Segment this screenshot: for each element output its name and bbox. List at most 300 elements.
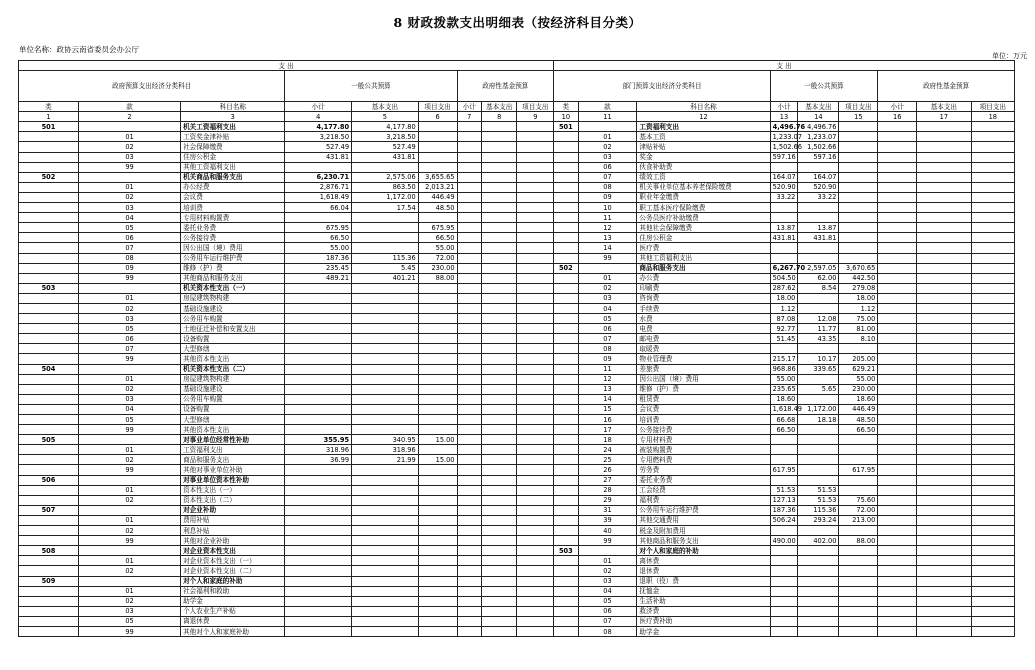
column-number: 11 [578,112,637,122]
cell-fund-subtotal-left [457,415,481,425]
cell-project-left [418,132,457,142]
cell-project-left [418,404,457,414]
cell-subject-name-left: 离退休费 [181,616,285,626]
cell-fund-basic-right [917,122,971,132]
cell-subject-name-left: 工资奖金津补贴 [181,132,285,142]
cell-fund-project-left [517,263,554,273]
cell-fund-basic-right [917,203,971,213]
cell-basic-right: 11.77 [798,324,839,334]
cell-fund-subtotal-left [457,586,481,596]
cell-subtotal-left: 235.45 [285,263,352,273]
cell-kuan-left [78,122,180,132]
cell-fund-subtotal-left [457,374,481,384]
cell-project-left [418,586,457,596]
table-row [19,213,1015,223]
cell-fund-project-right [971,152,1014,162]
cell-subject-name-right: 邮电费 [637,334,770,344]
cell-fund-basic-right [917,455,971,465]
header-project: 项目支出 [971,102,1014,112]
cell-lei-right [554,455,578,465]
column-number: 12 [637,112,770,122]
cell-project-left [418,122,457,132]
cell-fund-basic-left [481,526,517,536]
cell-basic-right [798,344,839,354]
column-number: 1 [19,112,79,122]
cell-subtotal-left [285,425,352,435]
cell-basic-right: 51.53 [798,495,839,505]
cell-subject-name-left: 对事业单位资本性补助 [181,475,285,485]
cell-subject-name-right: 物业管理费 [637,354,770,364]
cell-kuan-right [578,263,637,273]
cell-project-right [839,142,878,152]
cell-fund-project-right [971,606,1014,616]
cell-basic-left [352,354,419,364]
cell-fund-basic-left [481,596,517,606]
cell-fund-project-right [971,364,1014,374]
cell-subject-name-right: 专用燃料费 [637,455,770,465]
table-row [19,475,1015,485]
cell-basic-left [352,374,419,384]
table-row [19,293,1015,303]
cell-subtotal-right: 506.24 [770,515,798,525]
cell-subtotal-left [285,536,352,546]
cell-fund-basic-right [917,445,971,455]
cell-subtotal-right: 55.00 [770,374,798,384]
cell-subject-name-right: 救济费 [637,606,770,616]
cell-fund-subtotal-right [878,314,917,324]
cell-subtotal-right [770,626,798,636]
cell-lei-right [554,485,578,495]
cell-subtotal-right: 13.87 [770,223,798,233]
cell-kuan-right: 12 [578,223,637,233]
cell-basic-left [352,344,419,354]
header-basic: 基本支出 [917,102,971,112]
cell-subject-name-right: 因公出国（境）费用 [637,374,770,384]
cell-subject-name-left: 会议费 [181,192,285,202]
cell-fund-basic-right [917,526,971,536]
cell-fund-subtotal-right [878,495,917,505]
table-row [19,354,1015,364]
cell-kuan-left: 02 [78,192,180,202]
cell-fund-subtotal-right [878,354,917,364]
cell-fund-subtotal-right [878,142,917,152]
cell-kuan-left: 03 [78,314,180,324]
cell-subject-name-left: 对企业资本性支出（一） [181,556,285,566]
cell-fund-basic-left [481,455,517,465]
cell-project-left: 48.50 [418,203,457,213]
cell-subject-name-left: 专用材料购置费 [181,213,285,223]
cell-fund-subtotal-right [878,223,917,233]
cell-subtotal-right: 51.45 [770,334,798,344]
cell-subject-name-right: 委托业务费 [637,475,770,485]
cell-fund-project-right [971,172,1014,182]
cell-subtotal-right: 66.68 [770,415,798,425]
cell-project-left: 88.00 [418,273,457,283]
cell-basic-left [352,303,419,313]
cell-lei-left: 504 [19,364,79,374]
cell-basic-right [798,606,839,616]
cell-subtotal-right [770,586,798,596]
cell-kuan-left: 02 [78,455,180,465]
cell-fund-project-right [971,334,1014,344]
cell-fund-project-left [517,616,554,626]
cell-project-left [418,324,457,334]
cell-fund-project-right [971,425,1014,435]
cell-basic-right: 4,496.76 [798,122,839,132]
cell-fund-subtotal-right [878,576,917,586]
cell-fund-project-left [517,485,554,495]
cell-fund-basic-right [917,303,971,313]
cell-subject-name-left: 公务接待费 [181,233,285,243]
cell-fund-subtotal-left [457,546,481,556]
cell-subject-name-right: 其他商品和服务支出 [637,536,770,546]
cell-project-right [839,213,878,223]
cell-fund-basic-right [917,364,971,374]
column-number: 16 [878,112,917,122]
cell-kuan-right: 09 [578,354,637,364]
cell-project-right [839,566,878,576]
cell-lei-left [19,455,79,465]
cell-subtotal-right: 6,267.70 [770,263,798,273]
cell-lei-right [554,364,578,374]
cell-basic-left [352,505,419,515]
cell-project-right [839,435,878,445]
cell-fund-subtotal-right [878,213,917,223]
cell-project-right [839,586,878,596]
cell-subtotal-right [770,243,798,253]
cell-subtotal-left [285,546,352,556]
cell-subtotal-right: 33.22 [770,192,798,202]
cell-fund-project-left [517,213,554,223]
cell-subject-name-left: 办公经费 [181,182,285,192]
cell-basic-left: 401.21 [352,273,419,283]
cell-fund-project-left [517,505,554,515]
cell-project-left [418,283,457,293]
cell-fund-project-right [971,192,1014,202]
cell-basic-left [352,626,419,636]
cell-fund-basic-right [917,475,971,485]
cell-fund-project-left [517,192,554,202]
cell-subject-name-left: 基础设施建设 [181,303,285,313]
cell-basic-left [352,384,419,394]
cell-basic-right: 62.00 [798,273,839,283]
table-row [19,404,1015,414]
cell-project-left [418,415,457,425]
cell-basic-left: 431.81 [352,152,419,162]
cell-fund-project-left [517,546,554,556]
cell-fund-basic-left [481,566,517,576]
cell-subtotal-left [285,415,352,425]
cell-fund-basic-right [917,415,971,425]
cell-project-left [418,293,457,303]
cell-subtotal-left: 489.21 [285,273,352,283]
cell-basic-right [798,253,839,263]
cell-fund-subtotal-left [457,576,481,586]
cell-basic-left: 3,218.50 [352,132,419,142]
cell-basic-left: 863.50 [352,182,419,192]
cell-fund-basic-left [481,283,517,293]
cell-basic-right: 10.17 [798,354,839,364]
table-row [19,273,1015,283]
cell-fund-project-right [971,273,1014,283]
cell-subject-name-left: 商品和服务支出 [181,455,285,465]
cell-fund-subtotal-left [457,283,481,293]
cell-subject-name-left: 大型修缮 [181,344,285,354]
cell-kuan-right: 25 [578,455,637,465]
cell-subject-name-left: 土地征迁补偿和安置支出 [181,324,285,334]
cell-lei-right [554,132,578,142]
cell-fund-basic-right [917,223,971,233]
cell-subject-name-right: 取暖费 [637,344,770,354]
cell-lei-left [19,223,79,233]
cell-fund-subtotal-left [457,203,481,213]
cell-fund-basic-left [481,243,517,253]
cell-subtotal-right: 287.62 [770,283,798,293]
cell-fund-project-right [971,384,1014,394]
cell-kuan-left: 99 [78,354,180,364]
cell-fund-basic-left [481,505,517,515]
cell-basic-left [352,334,419,344]
cell-subject-name-left: 社会福利和救助 [181,586,285,596]
cell-subtotal-right [770,455,798,465]
cell-fund-basic-left [481,203,517,213]
cell-subject-name-right: 医疗费补助 [637,616,770,626]
cell-subtotal-left [285,404,352,414]
cell-kuan-left: 02 [78,384,180,394]
cell-fund-project-left [517,435,554,445]
cell-subject-name-left: 对企业资本性支出 [181,546,285,556]
cell-lei-right [554,283,578,293]
cell-kuan-left: 05 [78,415,180,425]
cell-lei-right [554,556,578,566]
cell-kuan-right: 08 [578,344,637,354]
cell-subtotal-left [285,303,352,313]
cell-subject-name-left: 房屋建筑物构建 [181,293,285,303]
table-row [19,606,1015,616]
cell-project-left [418,142,457,152]
cell-kuan-left: 02 [78,495,180,505]
cell-fund-project-left [517,475,554,485]
cell-fund-project-right [971,132,1014,142]
cell-fund-project-right [971,324,1014,334]
cell-lei-right [554,253,578,263]
table-row [19,546,1015,556]
cell-subtotal-left: 55.00 [285,243,352,253]
cell-fund-subtotal-left [457,253,481,263]
cell-basic-left [352,162,419,172]
cell-kuan-right: 15 [578,404,637,414]
cell-kuan-right: 13 [578,384,637,394]
cell-fund-project-right [971,314,1014,324]
cell-fund-basic-right [917,273,971,283]
cell-basic-right: 51.53 [798,485,839,495]
cell-lei-right [554,596,578,606]
cell-subtotal-left [285,314,352,324]
column-number: 5 [352,112,419,122]
cell-lei-left [19,142,79,152]
cell-kuan-right: 05 [578,314,637,324]
header-project: 项目支出 [517,102,554,112]
cell-subtotal-left: 2,876.71 [285,182,352,192]
cell-subtotal-left [285,526,352,536]
cell-fund-subtotal-left [457,344,481,354]
cell-lei-right [554,162,578,172]
cell-basic-right: 431.81 [798,233,839,243]
cell-fund-basic-right [917,465,971,475]
cell-subtotal-right [770,616,798,626]
cell-fund-basic-left [481,475,517,485]
cell-subject-name-left: 培训费 [181,203,285,213]
cell-lei-right [554,192,578,202]
cell-subtotal-left [285,505,352,515]
cell-fund-basic-left [481,253,517,263]
cell-fund-project-right [971,556,1014,566]
cell-fund-subtotal-left [457,273,481,283]
cell-fund-subtotal-right [878,162,917,172]
cell-subject-name-right: 福利费 [637,495,770,505]
cell-fund-subtotal-left [457,172,481,182]
cell-kuan-right: 29 [578,495,637,505]
cell-subtotal-right: 597.16 [770,152,798,162]
cell-fund-project-left [517,223,554,233]
cell-fund-project-right [971,505,1014,515]
cell-basic-left [352,364,419,374]
cell-project-right: 66.50 [839,425,878,435]
cell-kuan-left: 03 [78,606,180,616]
cell-project-right: 72.00 [839,505,878,515]
cell-fund-subtotal-left [457,596,481,606]
cell-fund-subtotal-right [878,475,917,485]
cell-fund-project-right [971,526,1014,536]
cell-fund-basic-right [917,253,971,263]
cell-subtotal-left [285,334,352,344]
table-row [19,415,1015,425]
cell-kuan-right: 17 [578,425,637,435]
column-number: 8 [481,112,517,122]
cell-fund-basic-left [481,122,517,132]
cell-kuan-right: 06 [578,162,637,172]
cell-fund-subtotal-left [457,334,481,344]
header-fund-budget-left: 政府性基金预算 [457,71,554,102]
cell-lei-left [19,263,79,273]
cell-fund-basic-left [481,576,517,586]
cell-fund-project-right [971,435,1014,445]
cell-subject-name-left: 资本性支出（二） [181,495,285,505]
cell-fund-basic-right [917,606,971,616]
cell-project-left: 230.00 [418,263,457,273]
cell-fund-project-right [971,616,1014,626]
cell-fund-basic-left [481,132,517,142]
cell-fund-project-left [517,596,554,606]
table-row [19,455,1015,465]
table-row [19,596,1015,606]
cell-fund-basic-left [481,334,517,344]
cell-project-right [839,596,878,606]
cell-kuan-left: 09 [78,263,180,273]
cell-fund-subtotal-right [878,546,917,556]
cell-project-left [418,546,457,556]
cell-fund-basic-left [481,536,517,546]
cell-project-right: 18.00 [839,293,878,303]
cell-basic-right: 1,233.07 [798,132,839,142]
cell-project-left [418,303,457,313]
cell-fund-subtotal-right [878,122,917,132]
column-number-row [19,112,1015,122]
cell-fund-subtotal-right [878,273,917,283]
cell-fund-project-left [517,293,554,303]
cell-kuan-left: 99 [78,626,180,636]
cell-lei-left [19,586,79,596]
cell-kuan-right: 01 [578,273,637,283]
column-number: 10 [554,112,578,122]
cell-fund-project-right [971,293,1014,303]
cell-subtotal-right [770,475,798,485]
cell-basic-right [798,162,839,172]
cell-fund-subtotal-left [457,455,481,465]
cell-lei-right [554,435,578,445]
cell-project-left [418,475,457,485]
cell-fund-project-left [517,303,554,313]
cell-subject-name-right: 商品和服务支出 [637,263,770,273]
cell-kuan-right: 14 [578,243,637,253]
cell-basic-left [352,586,419,596]
cell-subject-name-right: 基本工资 [637,132,770,142]
cell-fund-project-left [517,324,554,334]
cell-project-right [839,445,878,455]
cell-basic-right: 43.35 [798,334,839,344]
cell-basic-left: 527.49 [352,142,419,152]
cell-kuan-right: 16 [578,415,637,425]
cell-fund-subtotal-left [457,324,481,334]
cell-fund-basic-left [481,142,517,152]
cell-fund-subtotal-right [878,606,917,616]
cell-basic-left [352,314,419,324]
cell-basic-right [798,526,839,536]
cell-kuan-right: 08 [578,626,637,636]
cell-kuan-right: 05 [578,596,637,606]
cell-fund-subtotal-right [878,435,917,445]
header-subtotal: 小计 [770,102,798,112]
cell-subtotal-right: 1,502.66 [770,142,798,152]
cell-project-right [839,475,878,485]
cell-fund-project-left [517,334,554,344]
header-subtotal: 小计 [285,102,352,112]
cell-kuan-right: 11 [578,213,637,223]
cell-subject-name-right: 对个人和家庭的补助 [637,546,770,556]
cell-basic-left [352,465,419,475]
cell-subtotal-right: 617.95 [770,465,798,475]
cell-kuan-left: 08 [78,253,180,263]
cell-fund-basic-left [481,364,517,374]
cell-fund-project-left [517,132,554,142]
cell-fund-subtotal-left [457,152,481,162]
cell-kuan-right: 03 [578,152,637,162]
cell-kuan-left: 99 [78,273,180,283]
cell-fund-basic-right [917,495,971,505]
cell-fund-basic-left [481,586,517,596]
cell-fund-subtotal-left [457,536,481,546]
header-basic: 基本支出 [481,102,517,112]
cell-basic-right [798,293,839,303]
cell-fund-project-right [971,515,1014,525]
cell-fund-basic-left [481,616,517,626]
table-row [19,364,1015,374]
cell-fund-project-right [971,445,1014,455]
cell-project-left [418,566,457,576]
cell-subject-name-left: 房屋建筑物构建 [181,374,285,384]
cell-lei-left: 505 [19,435,79,445]
cell-basic-left: 17.54 [352,203,419,213]
